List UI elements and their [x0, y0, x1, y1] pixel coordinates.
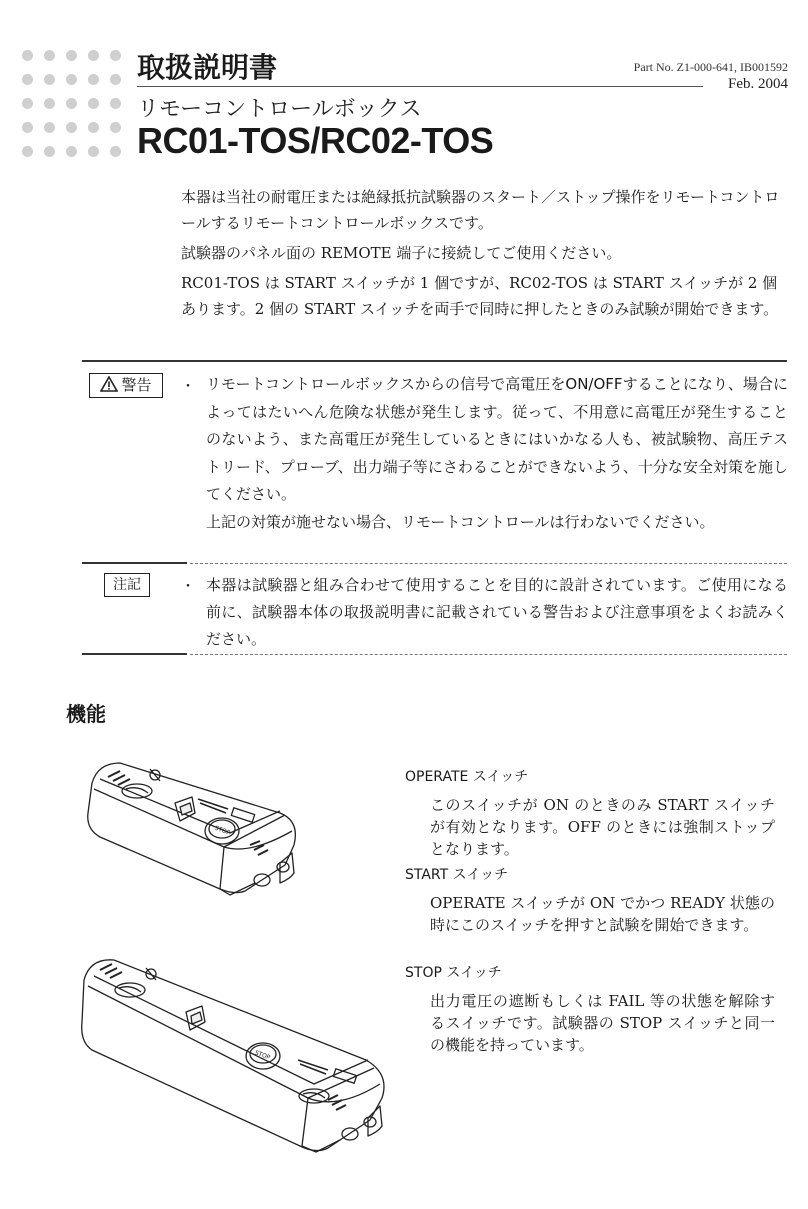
- rc01-device-illustration: [80, 755, 310, 905]
- feature-operate-desc: このスイッチが ON のときのみ START スイッチが有効となります。OFF のときには強制ストップとなります。: [430, 796, 775, 858]
- manual-title: 取扱説明書: [137, 51, 278, 84]
- warning-top-rule: [82, 360, 787, 362]
- rc02-device-illustration: [78, 950, 396, 1155]
- intro-paragraph-2: 試験器のパネル面の REMOTE 端子に接続してご使用ください。: [181, 244, 622, 262]
- warning-text-main: リモートコントロールボックスからの信号で高電圧をON/OFFすることになり、場合によってはたいへん危険な状態が発生します。従って、不用意に高電圧が発生することのないよう、また高電圧が発生しているときにはいかなる人も、被試験物、高圧テストリード、プローブ、出力端子等にさわることができないよう、十分な安全対策を施してください。: [206, 375, 788, 503]
- decorative-dot: [110, 122, 121, 133]
- warning-badge: [89, 373, 163, 398]
- note-bottom-rule-solid: [82, 653, 187, 655]
- decorative-dot: [88, 74, 99, 85]
- decorative-dot: [110, 50, 121, 61]
- decorative-dot: [66, 122, 77, 133]
- decorative-dot: [22, 122, 33, 133]
- decorative-dot: [88, 50, 99, 61]
- warning-text: [206, 371, 788, 536]
- publish-date: Feb. 2004: [728, 76, 788, 92]
- rc01-stop-label: STOP: [213, 824, 231, 837]
- decorative-dot: [88, 98, 99, 109]
- note-top-rule-dashed: [190, 563, 787, 564]
- intro-paragraph-1: 本器は当社の耐電圧または絶縁抵抗試験器のスタート／ストップ操作をリモートコントロールするリモートコントロールボックスです。: [181, 188, 780, 232]
- decorative-dot: [22, 50, 33, 61]
- header-rule: [137, 86, 703, 87]
- feature-stop-title: STOP スイッチ: [405, 965, 502, 981]
- warning-text-last: 上記の対策が施せない場合、リモートコントロールは行わないでください。: [206, 512, 715, 531]
- decorative-dot: [110, 98, 121, 109]
- feature-stop-desc: 出力電圧の遮断もしくは FAIL 等の状態を解除するスイッチです。試験器の STOP スイッチと同一の機能を持っています。: [430, 992, 775, 1054]
- decorative-dot: [66, 98, 77, 109]
- decorative-dot: [22, 146, 33, 157]
- warning-triangle-icon: [100, 376, 118, 392]
- section-title-functions: 機能: [66, 702, 106, 726]
- warning-badge-label: 警告: [121, 376, 152, 394]
- decorative-dot: [66, 50, 77, 61]
- decorative-dot: [66, 146, 77, 157]
- decorative-dot: [44, 146, 55, 157]
- part-number: Part No. Z1-000-641, IB001592: [633, 60, 788, 74]
- decorative-dot: [88, 122, 99, 133]
- note-badge: 注記: [104, 573, 150, 597]
- feature-start-desc: OPERATE スイッチが ON でかつ READY 状態の時にこのスイッチを押すと試験を開始できます。: [430, 894, 775, 934]
- note-text: 本器は試験器と組み合わせて使用することを目的に設計されています。ご使用になる前に、試験器本体の取扱説明書に記載されている警告および注意事項をよくお読みください。: [206, 576, 788, 648]
- decorative-dot: [110, 146, 121, 157]
- feature-start-title: START スイッチ: [405, 867, 509, 883]
- decorative-dot: [66, 74, 77, 85]
- intro-paragraph-3: RC01-TOS は START スイッチが 1 個ですが、RC02-TOS は START スイッチが 2 個あります。2 個の START スイッチを両手で同時に押したときのみ試験が開始できます。: [181, 274, 779, 318]
- feature-operate-title: OPERATE スイッチ: [405, 769, 529, 785]
- decorative-dot: [22, 74, 33, 85]
- decorative-dot: [110, 74, 121, 85]
- note-bullet: ・: [181, 579, 195, 595]
- decorative-dot: [44, 98, 55, 109]
- decorative-dot: [88, 146, 99, 157]
- decorative-dot: [44, 122, 55, 133]
- rc02-stop-label: STOP: [253, 1049, 272, 1062]
- decorative-dot: [44, 50, 55, 61]
- warning-bullet: ・: [181, 379, 195, 395]
- decorative-dot: [44, 74, 55, 85]
- decorative-dot: [22, 98, 33, 109]
- product-subtitle: リモーコントロールボックス: [137, 97, 422, 122]
- note-top-rule-solid: [82, 562, 187, 564]
- model-name: RC01-TOS/RC02-TOS: [137, 120, 494, 161]
- note-bottom-rule-dashed: [190, 654, 787, 655]
